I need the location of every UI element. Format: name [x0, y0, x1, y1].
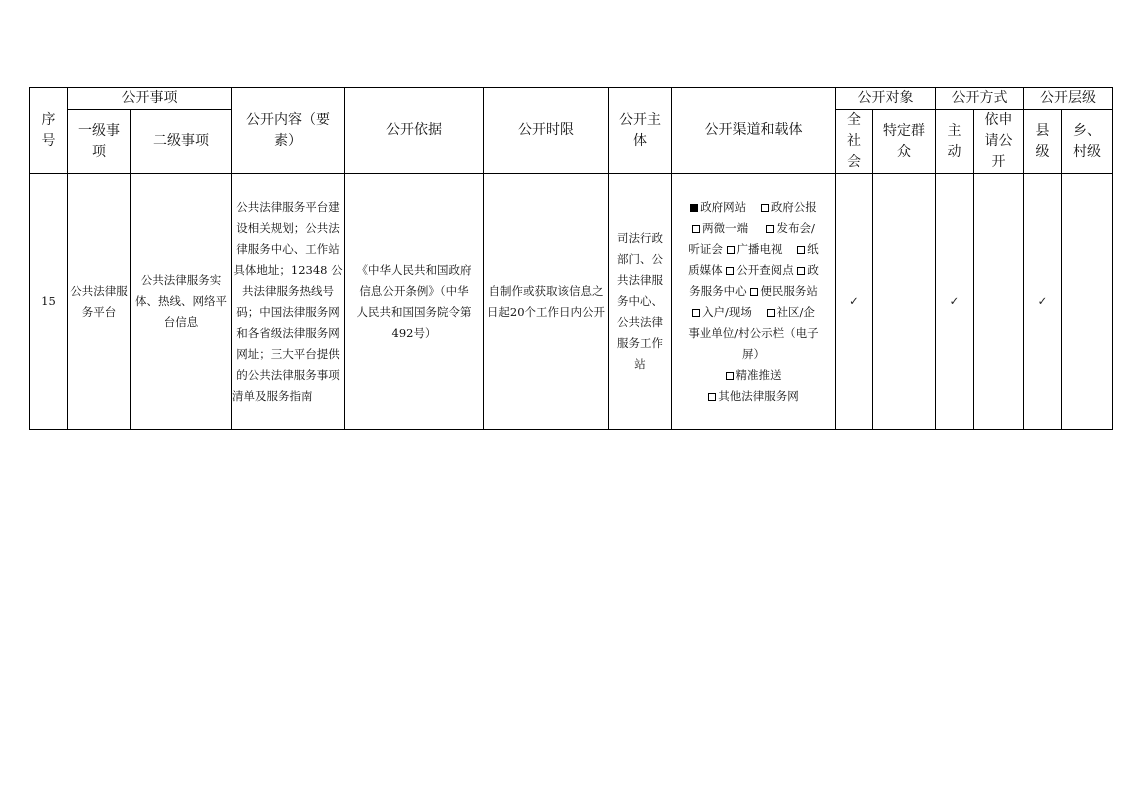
cell-level-county: ✓ — [1024, 174, 1062, 430]
header-level-town: 乡、村级 — [1062, 110, 1113, 174]
channel-label: 发布会/ — [776, 220, 815, 235]
checkbox-icon — [766, 225, 774, 233]
header-level-group: 公开层级 — [1024, 88, 1113, 110]
header-row-1 — [30, 88, 1113, 110]
checkbox-icon — [692, 225, 700, 233]
header-audience-specific: 特定群众 — [873, 110, 936, 174]
header-method-group: 公开方式 — [936, 88, 1024, 110]
channel-label: 听证会 — [688, 241, 723, 256]
cell-audience-all: ✓ — [836, 174, 873, 430]
checkbox-icon — [797, 246, 805, 254]
channel-line — [672, 218, 835, 239]
cell-seq: 15 — [30, 174, 68, 430]
header-level1: 一级事项 — [68, 110, 131, 174]
header-audience-group: 公开对象 — [836, 88, 936, 110]
cell-time-limit: 自制作或获取该信息之日起20个工作日内公开 — [484, 174, 609, 430]
channel-line — [672, 365, 835, 386]
channel-line — [672, 239, 835, 260]
header-method-request: 依申请公开 — [974, 110, 1024, 174]
table-row — [30, 174, 1113, 430]
cell-method-active: ✓ — [936, 174, 974, 430]
channel-label: 精准推送 — [735, 367, 782, 382]
cell-level-town — [1062, 174, 1113, 430]
header-seq: 序号 — [30, 88, 68, 174]
cell-method-request — [974, 174, 1024, 430]
channel-label: 务服务中心 — [689, 283, 747, 298]
channel-label: 入户/现场 — [702, 304, 752, 319]
header-audience-all: 全社会 — [836, 110, 873, 174]
header-level-county: 县级 — [1024, 110, 1062, 174]
cell-subject: 司法行政部门、公共法律服务中心、公共法律服务工作站 — [609, 174, 672, 430]
channel-label: 社区/企 — [776, 304, 815, 319]
channel-label: 其他法律服务网 — [718, 388, 799, 403]
cell-level2: 公共法律服务实体、热线、网络平台信息 — [131, 174, 232, 430]
header-channels: 公开渠道和载体 — [672, 88, 836, 174]
checkbox-icon — [708, 393, 716, 401]
channel-label: 政府网站 — [700, 199, 747, 214]
header-content: 公开内容（要素） — [232, 88, 345, 174]
checkbox-icon — [726, 267, 734, 275]
checkbox-icon — [797, 267, 805, 275]
header-item-group: 公开事项 — [68, 88, 232, 110]
cell-audience-specific — [873, 174, 936, 430]
disclosure-table — [29, 87, 1113, 430]
channel-line: 事业单位/村公示栏（电子 — [688, 325, 819, 340]
channel-label: 便民服务站 — [760, 283, 818, 298]
cell-level1: 公共法律服务平台 — [68, 174, 131, 430]
channel-line — [672, 386, 835, 407]
checkbox-icon — [761, 204, 769, 212]
channel-label: 质媒体 — [688, 262, 723, 277]
cell-content: 公共法律服务平台建设相关规划；公共法律服务中心、工作站具体地址；12348 公共法律服务热线号码；中国法律服务网和各省级法律服务网网址；三大平台提供的公共法律服务事项清单及服务指南 — [232, 174, 345, 430]
checkbox-icon — [767, 309, 775, 317]
channel-line — [672, 281, 835, 302]
channel-line: 屏） — [742, 346, 765, 361]
channel-label: 公开查阅点 — [736, 262, 794, 277]
channel-label: 广播电视 — [736, 241, 783, 256]
header-basis: 公开依据 — [345, 88, 484, 174]
checkbox-icon — [750, 288, 758, 296]
checkbox-icon — [692, 309, 700, 317]
channel-label: 纸 — [807, 241, 819, 256]
channel-line — [672, 302, 835, 323]
cell-basis: 《中华人民共和国政府信息公开条例》（中华人民共和国国务院令第492号） — [345, 174, 484, 430]
checkbox-icon — [726, 372, 734, 380]
checked-box-icon — [690, 204, 698, 212]
channel-label: 政府公报 — [770, 199, 817, 214]
cell-channels — [672, 174, 836, 430]
channel-label: 政 — [807, 262, 819, 277]
header-method-active: 主动 — [936, 110, 974, 174]
channel-line — [672, 197, 835, 218]
header-time-limit: 公开时限 — [484, 88, 609, 174]
channel-label: 两微一端 — [702, 220, 749, 235]
header-subject: 公开主体 — [609, 88, 672, 174]
header-level2: 二级事项 — [131, 110, 232, 174]
checkbox-icon — [727, 246, 735, 254]
channel-line — [672, 260, 835, 281]
